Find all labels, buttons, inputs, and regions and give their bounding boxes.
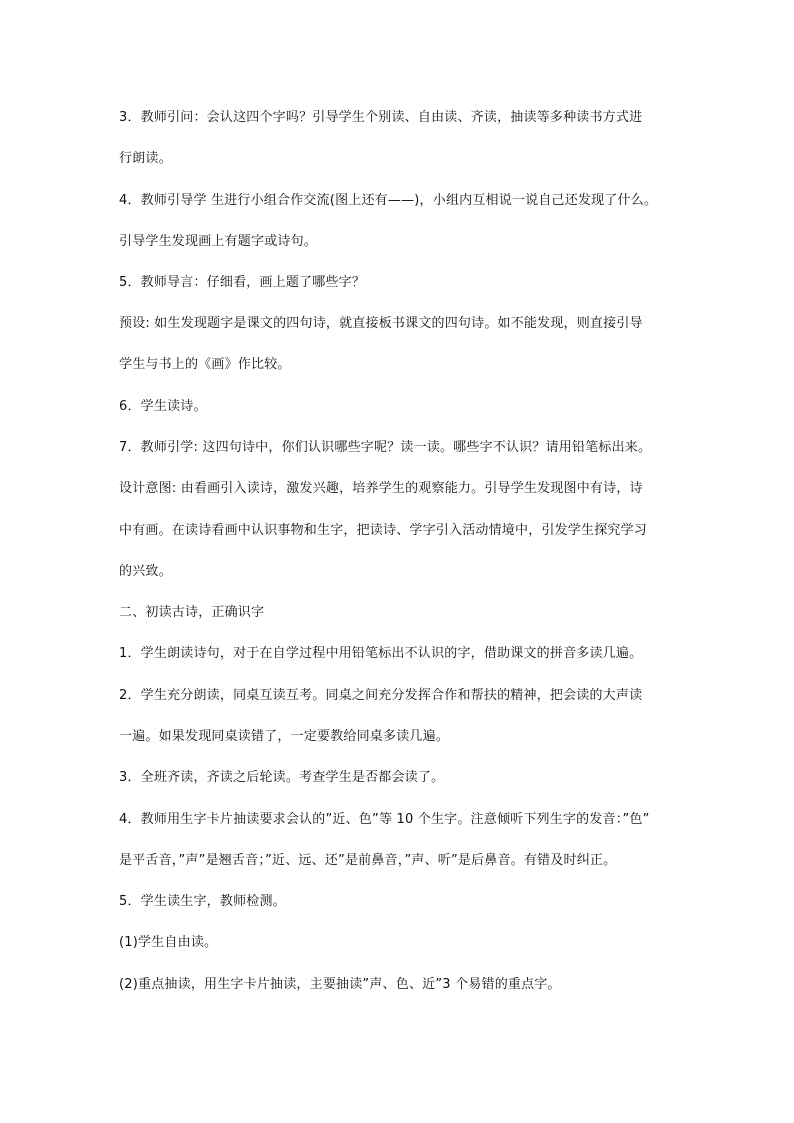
text-line: 是平舌音，”声”是翘舌音；”近、远、还”是前鼻音，”声、听”是后鼻音。有错及时纠正。 [119, 853, 617, 868]
text-line: 行朗读。 [119, 151, 172, 166]
text-line: 5．教师导言：仔细看，画上题了哪些字？ [119, 275, 366, 290]
text-line: 4．教师引导学 生进行小组合作交流(图上还有——)，小组内互相说一说自己还发现了什么。 [119, 193, 658, 208]
text-line: 2．学生充分朗读，同桌互读互考。同桌之间充分发挥合作和帮扶的精神，把会读的大声读 [119, 688, 643, 703]
text-line: 3．全班齐读，齐读之后轮读。考查学生是否都会读了。 [119, 770, 445, 785]
text-line: 6．学生读诗。 [119, 399, 207, 414]
text-line: 学生与书上的《画》作比较。 [119, 357, 291, 372]
text-line: 设计意图: 由看画引入读诗，激发兴趣，培养学生的观察能力。引导学生发现图中有诗，诗 [119, 481, 643, 496]
text-line: (1)学生自由读。 [119, 935, 218, 950]
text-line: (2)重点抽读，用生字卡片抽读，主要抽读”声、色、近”3 个易错的重点字。 [119, 977, 561, 992]
text-line: 4．教师用生字卡片抽读要求会认的”近、色”等 10 个生字。注意倾听下列生字的发音：”色” [119, 812, 650, 827]
text-line: 3．教师引问：会认这四个字吗？引导学生个别读、自由读、齐读，抽读等多种读书方式进 [119, 110, 643, 125]
text-line: 预设: 如生发现题字是课文的四句诗，就直接板书课文的四句诗。如不能发现，则直接引导 [119, 316, 643, 331]
text-line: 5．学生读生字，教师检测。 [119, 894, 286, 909]
text-line: 引导学生发现画上有题字或诗句。 [119, 234, 318, 249]
text-line: 的兴致。 [119, 564, 172, 579]
text-line: 7．教师引学: 这四句诗中，你们认识哪些字呢？读一读。哪些字不认识？请用铅笔标出来。 [119, 440, 652, 455]
section-heading: 二、初读古诗，正确识字 [119, 605, 265, 620]
text-line: 一遍。如果发现同桌读错了，一定要教给同桌多读几遍。 [119, 729, 450, 744]
text-line: 1．学生朗读诗句，对于在自学过程中用铅笔标出不认识的字，借助课文的拼音多读几遍。 [119, 646, 643, 661]
text-line: 中有画。在读诗看画中认识事物和生字，把读诗、学字引入活动情境中，引发学生探究学习 [119, 523, 648, 538]
